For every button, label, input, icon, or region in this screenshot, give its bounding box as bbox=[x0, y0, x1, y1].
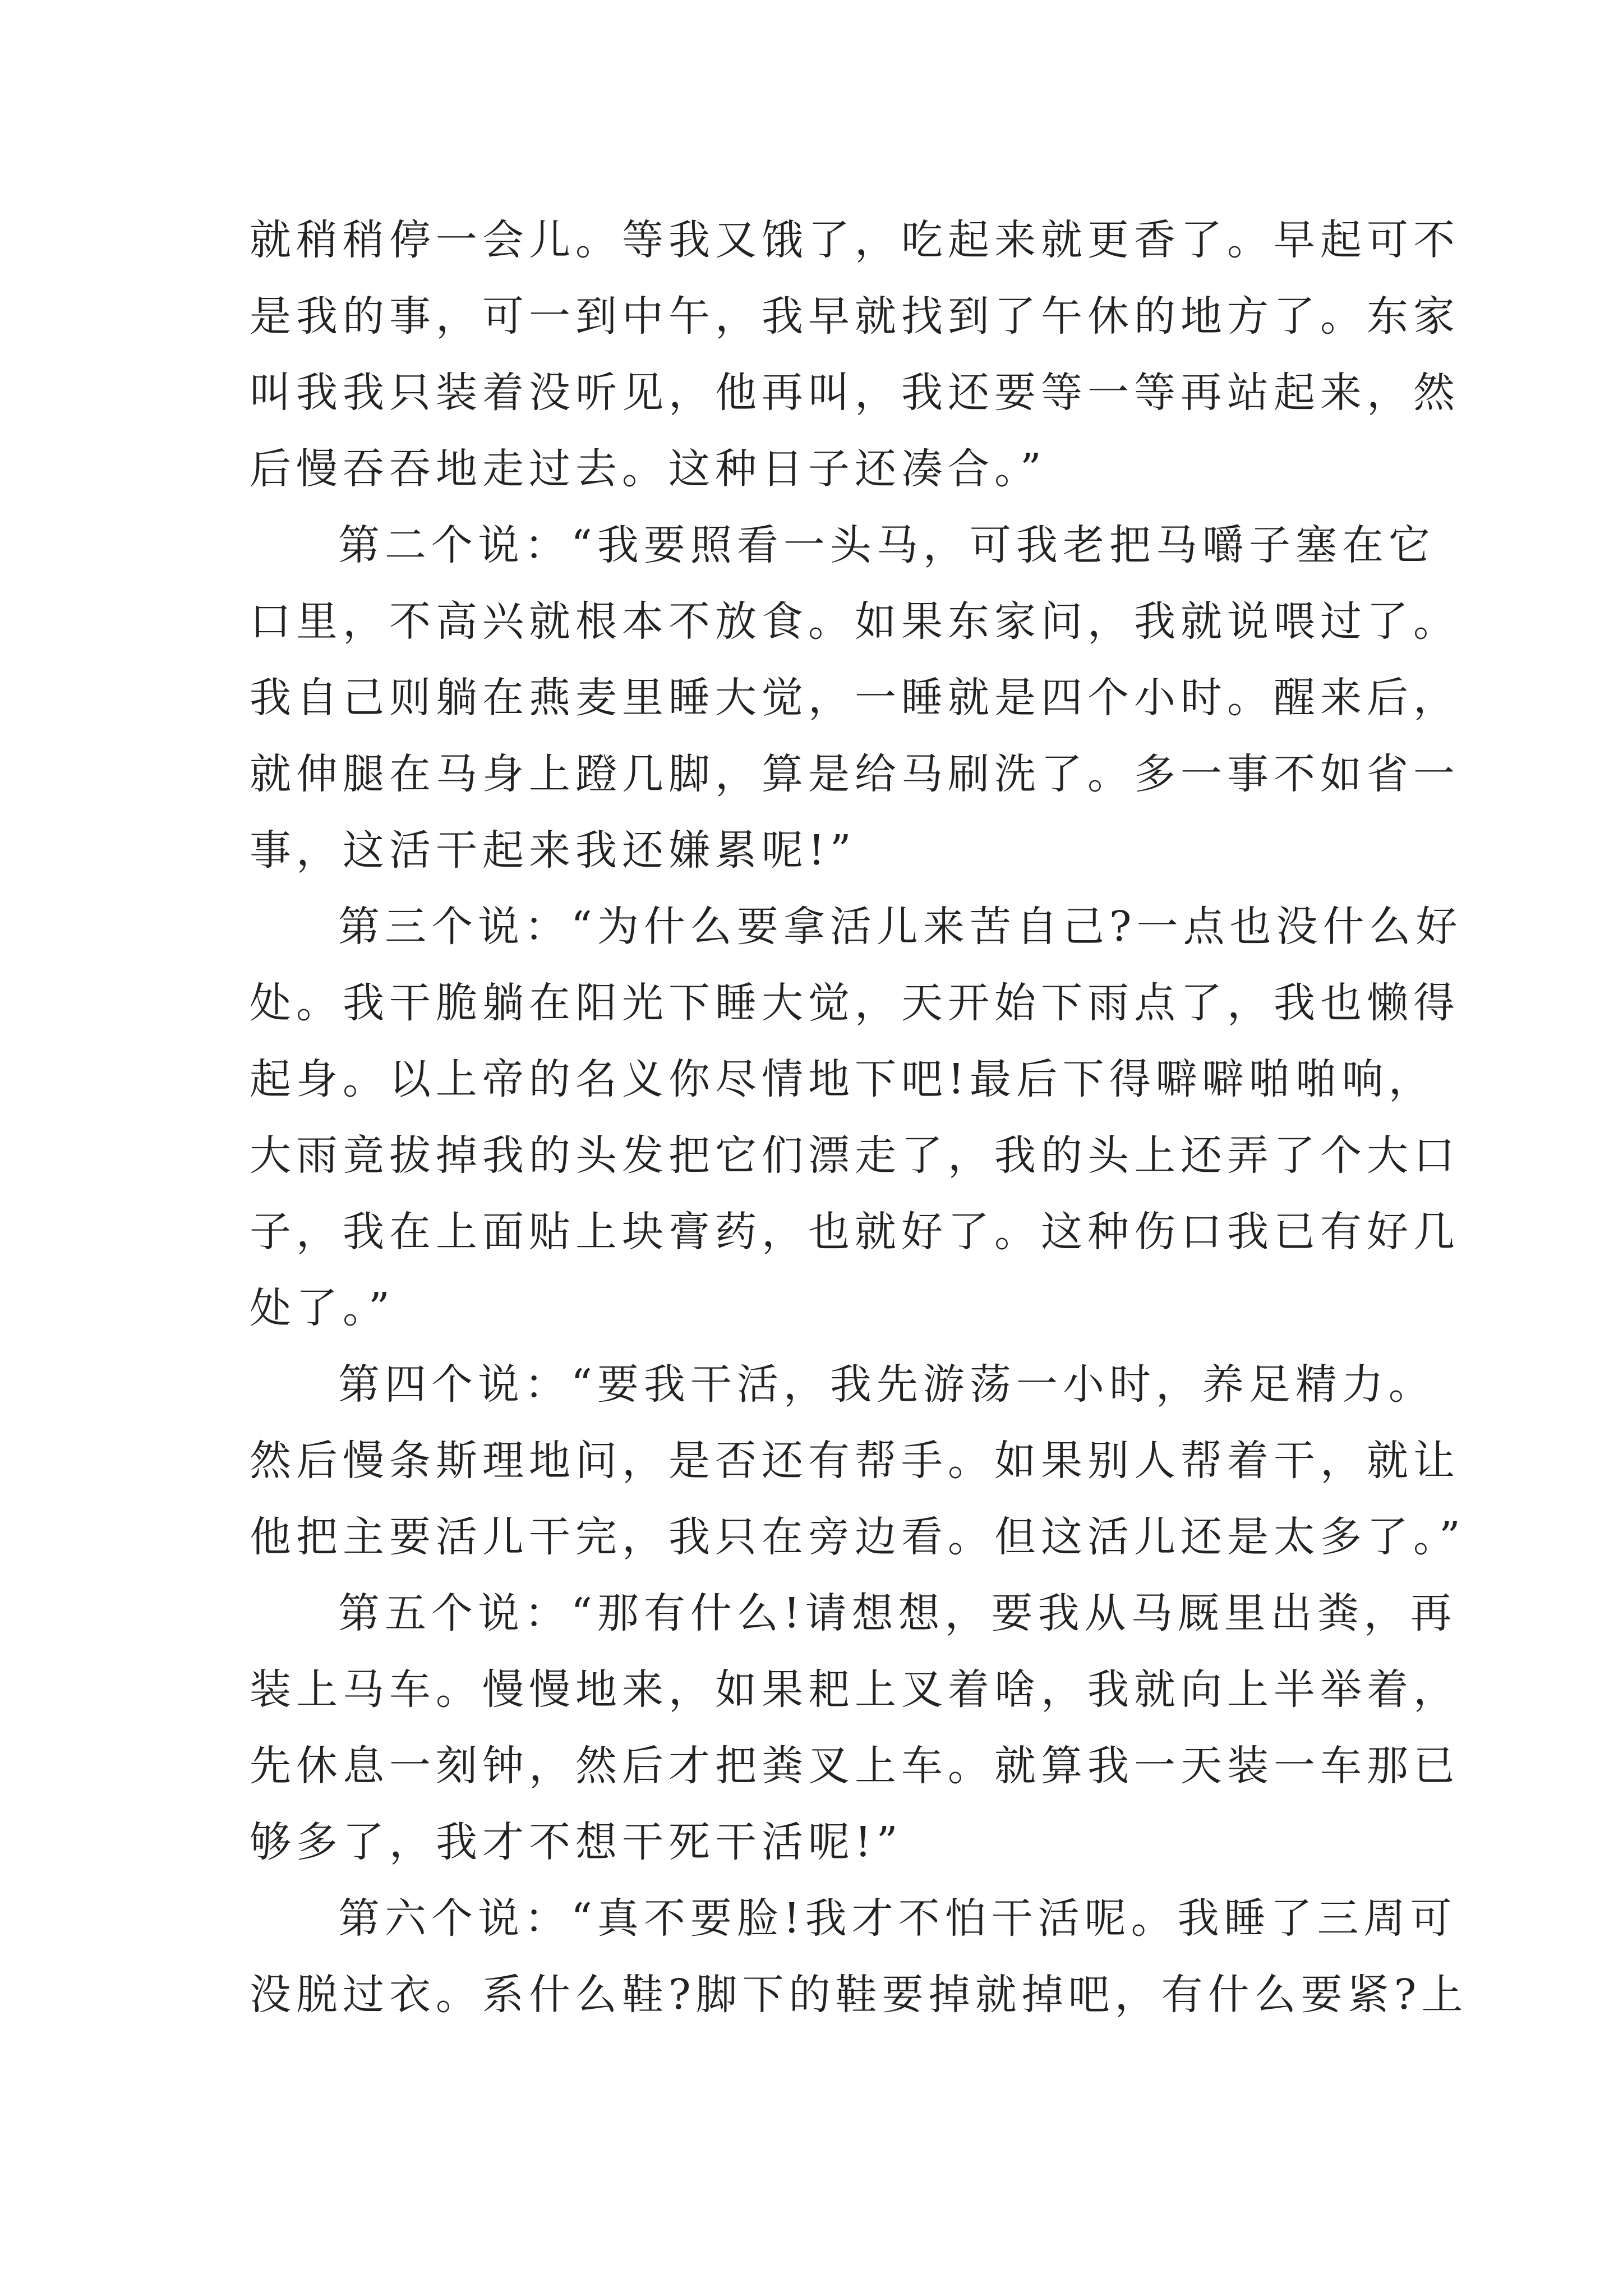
body-text bbox=[250, 202, 1468, 2033]
text-line: 事，这活干起来我还嫌累呢!” bbox=[250, 826, 856, 875]
text-line: 没脱过衣。系什么鞋?脚下的鞋要掉就掉吧，有什么要紧?上 bbox=[250, 1971, 1468, 2019]
paragraph-start-line: 第三个说：“为什么要拿活儿来苦自己?一点也没什么好 bbox=[338, 903, 1463, 951]
text-line: 处了。” bbox=[250, 1284, 395, 1332]
text-line: 处。我干脆躺在阳光下睡大觉，天开始下雨点了，我也懒得 bbox=[250, 979, 1460, 1027]
text-line: 我自己则躺在燕麦里睡大觉，一睡就是四个小时。醒来后， bbox=[250, 674, 1460, 722]
text-line: 子，我在上面贴上块膏药，也就好了。这种伤口我已有好几 bbox=[250, 1208, 1460, 1256]
paragraph-start-line: 第二个说：“我要照看一头马，可我老把马嚼子塞在它 bbox=[338, 521, 1435, 569]
text-line: 口里，不高兴就根本不放食。如果东家问，我就说喂过了。 bbox=[250, 597, 1460, 646]
text-line: 就伸腿在马身上蹬几脚，算是给马刷洗了。多一事不如省一 bbox=[250, 750, 1460, 798]
text-line: 先休息一刻钟，然后才把粪叉上车。就算我一天装一车那已 bbox=[250, 1742, 1460, 1790]
text-line: 够多了，我才不想干死干活呢!” bbox=[250, 1818, 903, 1866]
paragraph-start-line: 第六个说：“真不要脸!我才不怕干活呢。我睡了三周可 bbox=[338, 1894, 1457, 1943]
text-line: 起身。以上帝的名义你尽情地下吧!最后下得噼噼啪啪响， bbox=[250, 1055, 1435, 1103]
text-line: 后慢吞吞地走过去。这种日子还凑合。” bbox=[250, 445, 1046, 493]
text-line: 是我的事，可一到中午，我早就找到了午休的地方了。东家 bbox=[250, 292, 1460, 341]
paragraph-start-line: 第五个说：“那有什么!请想想，要我从马厩里出粪，再 bbox=[338, 1589, 1457, 1637]
paragraph-start-line: 第四个说：“要我干活，我先游荡一小时，养足精力。 bbox=[338, 1360, 1435, 1409]
text-line: 大雨竟拔掉我的头发把它们漂走了，我的头上还弄了个大口 bbox=[250, 1131, 1460, 1180]
text-line: 就稍稍停一会儿。等我又饿了，吃起来就更香了。早起可不 bbox=[250, 216, 1460, 264]
text-line: 他把主要活儿干完，我只在旁边看。但这活儿还是太多了。” bbox=[250, 1513, 1465, 1561]
text-line: 装上马车。慢慢地来，如果耙上叉着啥，我就向上半举着， bbox=[250, 1665, 1460, 1714]
text-line: 叫我我只装着没听见，他再叫，我还要等一等再站起来，然 bbox=[250, 369, 1460, 417]
text-line: 然后慢条斯理地问，是否还有帮手。如果别人帮着干，就让 bbox=[250, 1437, 1460, 1485]
